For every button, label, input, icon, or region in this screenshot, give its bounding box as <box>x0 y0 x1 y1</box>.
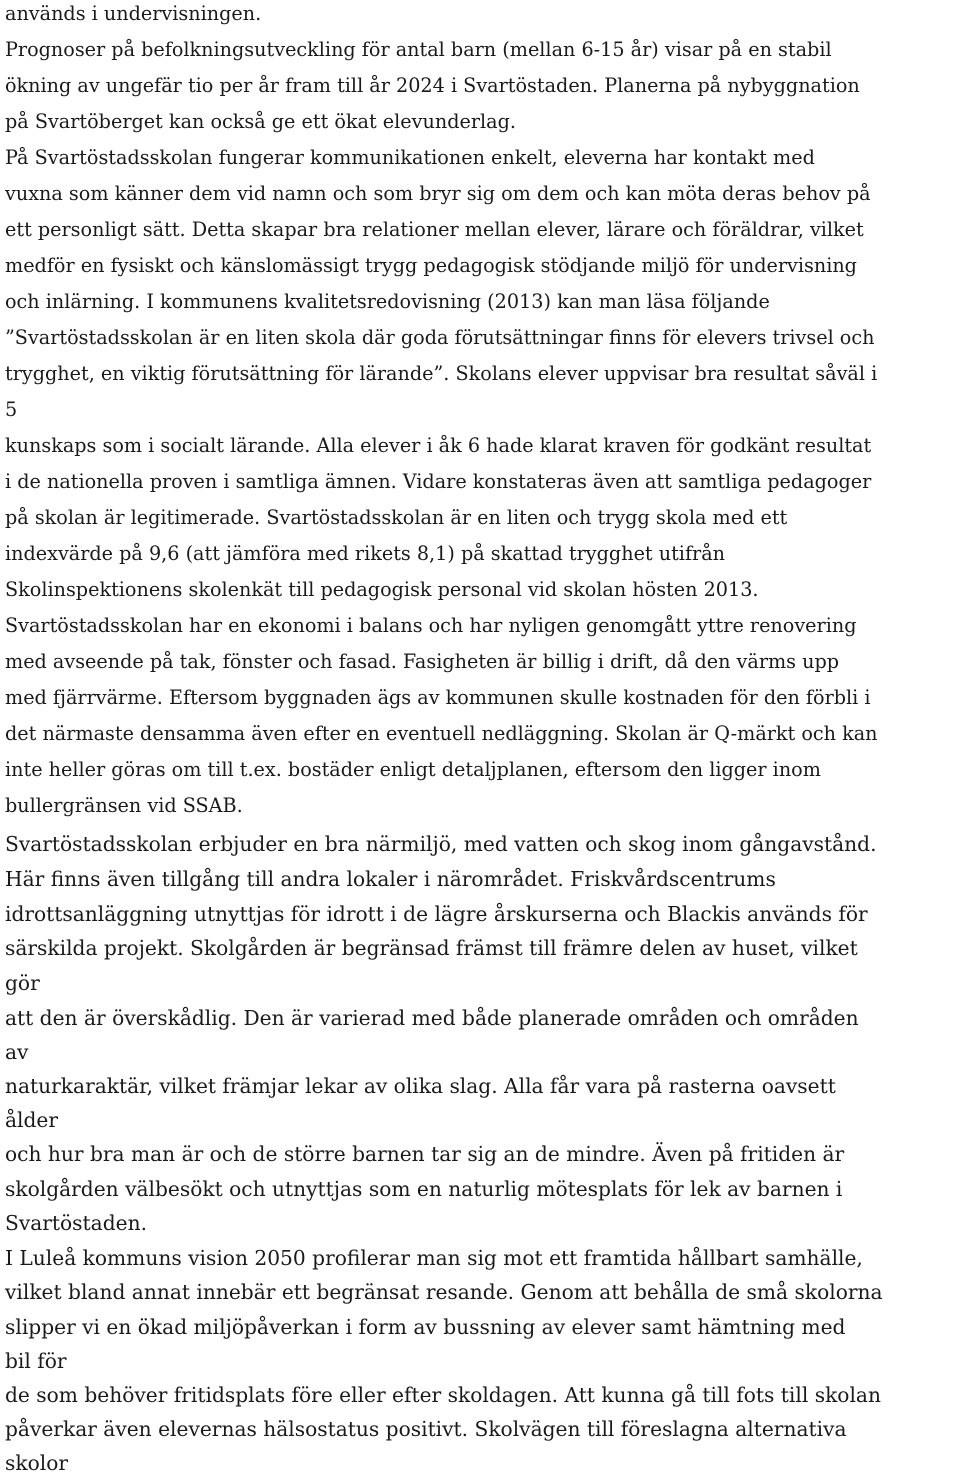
text-line: Skolinspektionens skolenkät till pedagogisk personal vid skolan hösten 2013. <box>5 578 759 601</box>
text-line: det närmaste densamma även efter en eventuell nedläggning. Skolan är Q-märkt och kan <box>5 722 878 745</box>
text-line: med avseende på tak, fönster och fasad. Fasigheten är billig i drift, då den värms upp <box>5 650 840 673</box>
text-line: I Luleå kommuns vision 2050 profilerar man sig mot ett framtida hållbart samhälle, <box>5 1246 863 1270</box>
text-line: ökning av ungefär tio per år fram till år 2024 i Svartöstaden. Planerna på nybyggnation <box>5 74 860 97</box>
text-line: På Svartöstadsskolan fungerar kommunikationen enkelt, eleverna har kontakt med <box>5 146 815 169</box>
text-line: på skolan är legitimerade. Svartöstadsskolan är en liten och trygg skola med ett <box>5 506 788 529</box>
text-line: bullergränsen vid SSAB. <box>5 794 243 817</box>
text-line: skolor <box>5 1451 69 1475</box>
text-line: särskilda projekt. Skolgården är begränsad främst till främre delen av huset, vilket <box>5 936 858 960</box>
text-line: ett personligt sätt. Detta skapar bra relationer mellan elever, lärare och föräldrar, vilket <box>5 218 864 241</box>
text-line: Svartöstadsskolan har en ekonomi i balans och har nyligen genomgått yttre renovering <box>5 614 857 637</box>
text-line: Prognoser på befolkningsutveckling för antal barn (mellan 6-15 år) visar på en stabil <box>5 38 832 61</box>
text-line: används i undervisningen. <box>5 2 262 25</box>
text-line: medför en fysiskt och känslomässigt trygg pedagogisk stödjande miljö för undervisning <box>5 254 857 277</box>
text-line: naturkaraktär, vilket främjar lekar av olika slag. Alla får vara på rasterna oavsett <box>5 1074 836 1098</box>
text-line: slipper vi en ökad miljöpåverkan i form av bussning av elever samt hämtning med <box>5 1315 846 1339</box>
text-line: att den är överskådlig. Den är varierad med både planerade områden och områden <box>5 1006 859 1030</box>
text-line: och inlärning. I kommunens kvalitetsredovisning (2013) kan man läsa följande <box>5 290 770 313</box>
text-line: vuxna som känner dem vid namn och som bryr sig om dem och kan möta deras behov på <box>5 182 871 205</box>
text-line: av <box>5 1040 29 1064</box>
text-line: de som behöver fritidsplats före eller efter skoldagen. Att kunna gå till fots till skolan <box>5 1383 881 1407</box>
text-line: bil för <box>5 1349 67 1373</box>
text-line: inte heller göras om till t.ex. bostäder enligt detaljplanen, eftersom den ligger inom <box>5 758 821 781</box>
text-line: påverkar även elevernas hälsostatus positivt. Skolvägen till föreslagna alternativa <box>5 1417 847 1441</box>
text-line: vilket bland annat innebär ett begränsat resande. Genom att behålla de små skolorna <box>5 1280 883 1304</box>
text-line: skolgården välbesökt och utnyttjas som en naturlig mötesplats för lek av barnen i <box>5 1177 843 1201</box>
text-line: Svartöstadsskolan erbjuder en bra närmiljö, med vatten och skog inom gångavstånd. <box>5 832 877 856</box>
page-number: 5 <box>5 398 18 421</box>
text-line: med fjärrvärme. Eftersom byggnaden ägs av kommunen skulle kostnaden för den förbli i <box>5 686 871 709</box>
text-line: Här finns även tillgång till andra lokaler i närområdet. Friskvårdscentrums <box>5 867 776 891</box>
text-line: indexvärde på 9,6 (att jämföra med rikets 8,1) på skattad trygghet utifrån <box>5 542 726 565</box>
text-line: och hur bra man är och de större barnen tar sig an de mindre. Även på fritiden är <box>5 1142 845 1166</box>
text-line: ålder <box>5 1108 59 1132</box>
text-line: kunskaps som i socialt lärande. Alla elever i åk 6 hade klarat kraven för godkänt resultat <box>5 434 872 457</box>
text-line: Svartöstaden. <box>5 1211 147 1235</box>
text-line: trygghet, en viktig förutsättning för lärande”. Skolans elever uppvisar bra resultat såväl i <box>5 362 878 385</box>
text-line: idrottsanläggning utnyttjas för idrott i de lägre årskurserna och Blackis används för <box>5 902 868 926</box>
text-line: ”Svartöstadsskolan är en liten skola där goda förutsättningar finns för elevers trivsel och <box>5 326 875 349</box>
text-line: på Svartöberget kan också ge ett ökat elevunderlag. <box>5 110 516 133</box>
text-line: gör <box>5 971 40 995</box>
text-line: i de nationella proven i samtliga ämnen. Vidare konstateras även att samtliga pedagoger <box>5 470 872 493</box>
